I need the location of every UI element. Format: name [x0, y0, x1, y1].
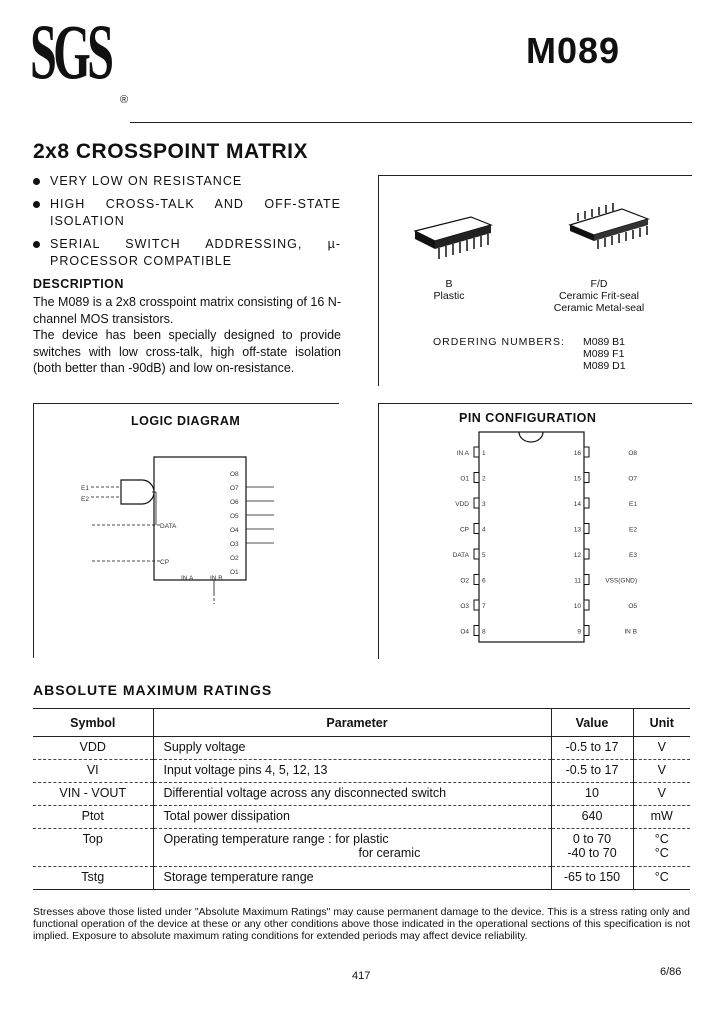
unit-line: °C	[654, 832, 669, 846]
ratings-table	[33, 708, 690, 890]
unit-cell: °C	[633, 867, 690, 890]
unit-cell: V	[633, 783, 690, 806]
pin-lead	[584, 626, 589, 636]
pin-label: VDD	[455, 501, 469, 508]
pin-number: 9	[577, 628, 581, 636]
logic-label: O3	[230, 541, 239, 548]
logic-label: O6	[230, 499, 239, 506]
unit-cell: V	[633, 760, 690, 783]
pin-lead	[584, 600, 589, 610]
logic-diagram-box	[33, 403, 339, 658]
logic-label: DATA	[160, 523, 177, 530]
logic-label: O2	[230, 555, 239, 562]
pin-label: IN B	[624, 628, 637, 636]
pin-label: E1	[629, 501, 637, 508]
pin-lead	[474, 626, 479, 636]
table-row	[33, 737, 690, 760]
ratings-footnote: Stresses above those listed under "Absolute Maximum Ratings" may cause permanent damage to the device. This is a stress rating only and functional operation of the device at these or any other conditions above those indicated in the operational sections of this specification is not implied. Exposure to absolute maximum rating conditions for extended periods may affect device reliability.	[33, 906, 690, 942]
logic-label: IN A	[181, 575, 194, 582]
logic-label: IN B	[210, 575, 223, 582]
value-cell: 640	[551, 806, 633, 829]
pin-label: O5	[628, 603, 637, 610]
logic-label: CP	[160, 559, 170, 566]
description-para: The M089 is a 2x8 crosspoint matrix consisting of 16 N-channel MOS transistors.	[33, 295, 341, 326]
column-header: Parameter	[153, 709, 551, 737]
pin-number: 15	[573, 475, 581, 483]
pin-label: E2	[629, 526, 637, 534]
symbol-cell: VIN - VOUT	[33, 783, 153, 806]
pin-number: 2	[482, 475, 486, 483]
pin-number: 8	[482, 628, 486, 636]
pin-lead	[584, 473, 589, 483]
pin-number: 4	[482, 526, 486, 534]
logic-label: E2	[81, 496, 89, 503]
pin-lead	[474, 498, 479, 508]
pin-lead	[474, 600, 479, 610]
pin-lead	[474, 473, 479, 483]
pin-number: 3	[482, 501, 486, 508]
pin-label: IN A	[456, 450, 469, 457]
unit-line: °C	[654, 846, 669, 860]
parameter-cell: Supply voltage	[153, 737, 551, 760]
logic-label: O5	[230, 513, 239, 520]
dip-plastic-package-image	[409, 211, 499, 261]
pin-label: VSS(GND)	[605, 577, 637, 585]
ordering-numbers	[583, 336, 626, 372]
package-fd-line1: Ceramic Frit-seal	[559, 290, 639, 302]
unit-cell: mW	[633, 806, 690, 829]
pin-number: 10	[573, 603, 581, 610]
feature-item: HIGH CROSS-TALK AND OFF-STATE ISOLATION	[33, 196, 341, 230]
description-heading: DESCRIPTION	[33, 277, 124, 291]
pin-configuration-figure	[379, 404, 692, 659]
package-b-label	[429, 278, 469, 302]
pin-lead	[474, 447, 479, 457]
value-cell: -65 to 150	[551, 867, 633, 890]
pin-number: 7	[482, 603, 486, 610]
value-line: -40 to 70	[567, 846, 617, 860]
ordering-number: M089 D1	[583, 360, 626, 372]
pin-label: E3	[629, 552, 637, 559]
dip-ceramic-package-image	[564, 201, 654, 251]
parameter-cell: Differential voltage across any disconnected switch	[153, 783, 551, 806]
part-number: M089	[526, 30, 621, 71]
table-row	[33, 829, 690, 867]
value-cell: -0.5 to 17	[551, 760, 633, 783]
table-row	[33, 783, 690, 806]
feature-item: VERY LOW ON RESISTANCE	[33, 173, 341, 190]
package-fd-code: F/D	[590, 278, 608, 290]
parameter-line: for ceramic	[358, 846, 421, 860]
symbol-cell: Ptot	[33, 806, 153, 829]
pin-number: 5	[482, 552, 486, 559]
pin-number: 13	[573, 526, 581, 534]
package-b-code: B	[445, 278, 453, 290]
pin-lead	[474, 575, 479, 585]
header-rule	[130, 122, 692, 123]
ordering-label: ORDERING NUMBERS:	[433, 336, 565, 348]
pin-number: 14	[573, 501, 581, 508]
pin-label: O2	[460, 577, 469, 585]
pin-label: CP	[459, 526, 469, 534]
pin-lead	[474, 524, 479, 534]
page-title: 2x8 CROSSPOINT MATRIX	[33, 140, 308, 163]
logic-label: O7	[230, 485, 239, 492]
page-number: 417	[352, 970, 371, 982]
pin-label: O7	[628, 475, 637, 483]
parameter-cell: Input voltage pins 4, 5, 12, 13	[153, 760, 551, 783]
logic-diagram-heading: LOGIC DIAGRAM	[131, 414, 241, 428]
symbol-cell: Tstg	[33, 867, 153, 890]
pin-configuration-box	[378, 403, 692, 659]
table-row	[33, 806, 690, 829]
pin-configuration-heading: PIN CONFIGURATION	[459, 411, 597, 425]
brand-logo	[30, 8, 159, 106]
symbol-cell: VDD	[33, 737, 153, 760]
logic-diagram-figure	[34, 404, 339, 658]
value-cell: -0.5 to 17	[551, 737, 633, 760]
column-header: Unit	[633, 709, 690, 737]
pin-lead	[474, 549, 479, 559]
pin-lead	[584, 549, 589, 559]
logic-label: E1	[81, 485, 89, 492]
ordering-number: M089 B1	[583, 336, 626, 348]
pin-label: O1	[460, 475, 469, 483]
unit-cell	[633, 829, 690, 867]
pin-lead	[584, 575, 589, 585]
column-header: Symbol	[33, 709, 153, 737]
pin-label: O3	[460, 603, 469, 610]
package-fd-line2: Ceramic Metal-seal	[553, 302, 645, 314]
parameter-cell	[153, 829, 551, 867]
ordering-number: M089 F1	[583, 348, 625, 360]
pin-label: O4	[460, 628, 469, 636]
package-fd-label	[529, 278, 669, 314]
description-para: The device has been specially designed to provide switches with low cross-talk, high off-state isolation (both better than -90dB) and low on-resistance.	[33, 328, 341, 375]
brand-name: SGS	[30, 8, 111, 95]
pin-label: O8	[628, 450, 637, 457]
logic-label: O8	[230, 471, 239, 478]
pin-lead	[584, 524, 589, 534]
parameter-line: Operating temperature range : for plastic	[163, 832, 389, 846]
package-box	[378, 175, 692, 386]
unit-cell: V	[633, 737, 690, 760]
symbol-cell: Top	[33, 829, 153, 867]
pin-number: 16	[573, 450, 581, 457]
pin-number: 11	[574, 577, 581, 585]
feature-list	[33, 173, 341, 276]
value-cell	[551, 829, 633, 867]
parameter-cell: Storage temperature range	[153, 867, 551, 890]
pin-number: 1	[482, 450, 486, 457]
table-header-row	[33, 709, 690, 737]
value-cell: 10	[551, 783, 633, 806]
value-line: 0 to 70	[572, 832, 612, 846]
table-row	[33, 867, 690, 890]
package-b-name: Plastic	[433, 290, 465, 302]
logic-label: O4	[230, 527, 239, 534]
table-row	[33, 760, 690, 783]
description-text	[33, 294, 341, 377]
logic-label: O1	[230, 569, 239, 576]
pin-number: 6	[482, 577, 486, 585]
registered-mark: ®	[120, 94, 129, 106]
pin-lead	[584, 447, 589, 457]
pin-lead	[584, 498, 589, 508]
parameter-cell: Total power dissipation	[153, 806, 551, 829]
symbol-cell: VI	[33, 760, 153, 783]
pin-number: 12	[573, 552, 581, 559]
issue-date: 6/86	[660, 966, 682, 978]
pin-label: DATA	[452, 552, 469, 559]
ratings-heading: ABSOLUTE MAXIMUM RATINGS	[33, 682, 273, 698]
feature-item: SERIAL SWITCH ADDRESSING, µ-PROCESSOR COMPATIBLE	[33, 236, 341, 270]
column-header: Value	[551, 709, 633, 737]
